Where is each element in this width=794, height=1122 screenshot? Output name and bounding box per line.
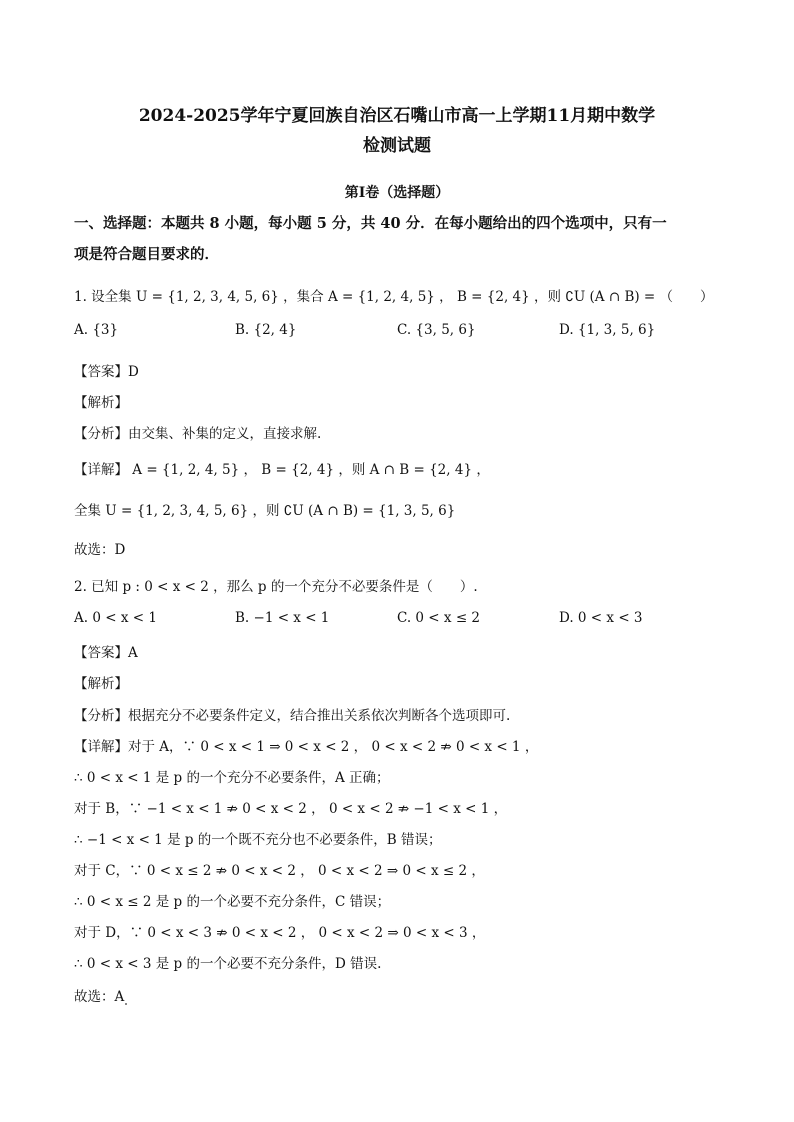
volume-heading: 第I卷（选择题） bbox=[344, 185, 450, 201]
q1-stem: 1. 设全集 U = {1, 2, 3, 4, 5, 6} ，集合 A = {1, 2, 4, 5} ， B = {2, 4} ，则 ∁U (A ∩ B) = （ ） bbox=[74, 289, 714, 305]
q2-analysis-label: 【解析】 bbox=[74, 676, 128, 692]
q2-answer: 【答案】A bbox=[74, 645, 138, 661]
q2-conclusion: 故选：A bbox=[74, 989, 125, 1005]
q2-option-c: C. 0 < x ≤ 2 bbox=[397, 610, 481, 626]
q2-detail-line: ∴ 0 < x < 3 是 p 的一个必要不充分条件，D 错误. bbox=[74, 956, 382, 972]
q1-option-c: C. {3, 5, 6} bbox=[397, 322, 476, 338]
stray-dot bbox=[125, 1003, 127, 1005]
q2-analysis: 【分析】根据充分不必要条件定义，结合推出关系依次判断各个选项即可. bbox=[74, 708, 511, 724]
q2-detail-line: 对于 B，∵ −1 < x < 1 ⇏ 0 < x < 2 ， 0 < x < 2 ⇏ −1 < x < 1 ， bbox=[74, 801, 508, 817]
q2-option-b: B. −1 < x < 1 bbox=[235, 610, 330, 626]
section-instruction-line2: 项是符合题目要求的． bbox=[74, 246, 219, 263]
document-title-line1: 2024-2025学年宁夏回族自治区石嘴山市高一上学期11月期中数学 bbox=[138, 106, 656, 126]
q2-option-d: D. 0 < x < 3 bbox=[559, 610, 643, 626]
q2-detail-line: 对于 C，∵ 0 < x ≤ 2 ⇏ 0 < x < 2 ， 0 < x < 2 ⇒ 0 < x ≤ 2 ， bbox=[74, 863, 485, 879]
q1-option-b: B. {2, 4} bbox=[235, 322, 297, 338]
q1-answer: 【答案】D bbox=[74, 364, 139, 380]
q2-detail-line: ∴ −1 < x < 1 是 p 的一个既不充分也不必要条件，B 错误； bbox=[74, 832, 442, 848]
q2-detail-line: 【详解】对于 A，∵ 0 < x < 1 ⇒ 0 < x < 2 ， 0 < x < 2 ⇏ 0 < x < 1 ， bbox=[74, 739, 539, 755]
q2-option-a: A. 0 < x < 1 bbox=[74, 610, 157, 626]
document-title-line2: 检测试题 bbox=[363, 136, 431, 156]
q1-analysis: 【分析】由交集、补集的定义，直接求解. bbox=[74, 426, 322, 442]
q1-detail-line2: 全集 U = {1, 2, 3, 4, 5, 6} ，则 ∁U (A ∩ B) = {1, 3, 5, 6} bbox=[74, 503, 456, 519]
q2-stem: 2. 已知 p : 0 < x < 2 ，那么 p 的一个充分不必要条件是（ ）. bbox=[74, 579, 478, 595]
q1-conclusion: 故选：D bbox=[74, 542, 126, 558]
section-instruction-line1: 一、选择题：本题共 8 小题，每小题 5 分，共 40 分．在每小题给出的四个选项中，只有一 bbox=[74, 215, 667, 232]
q1-option-a: A. {3} bbox=[74, 322, 119, 338]
q2-detail-line: 对于 D，∵ 0 < x < 3 ⇏ 0 < x < 2 ， 0 < x < 2 ⇒ 0 < x < 3 ， bbox=[74, 925, 486, 941]
q1-analysis-label: 【解析】 bbox=[74, 395, 128, 411]
q2-detail-line: ∴ 0 < x ≤ 2 是 p 的一个必要不充分条件，C 错误； bbox=[74, 894, 391, 910]
q2-detail-line: ∴ 0 < x < 1 是 p 的一个充分不必要条件，A 正确； bbox=[74, 770, 390, 786]
q1-detail-line1: 【详解】 A = {1, 2, 4, 5} ， B = {2, 4} ，则 A ∩ B = {2, 4} ， bbox=[74, 462, 490, 478]
q1-option-d: D. {1, 3, 5, 6} bbox=[559, 322, 656, 338]
